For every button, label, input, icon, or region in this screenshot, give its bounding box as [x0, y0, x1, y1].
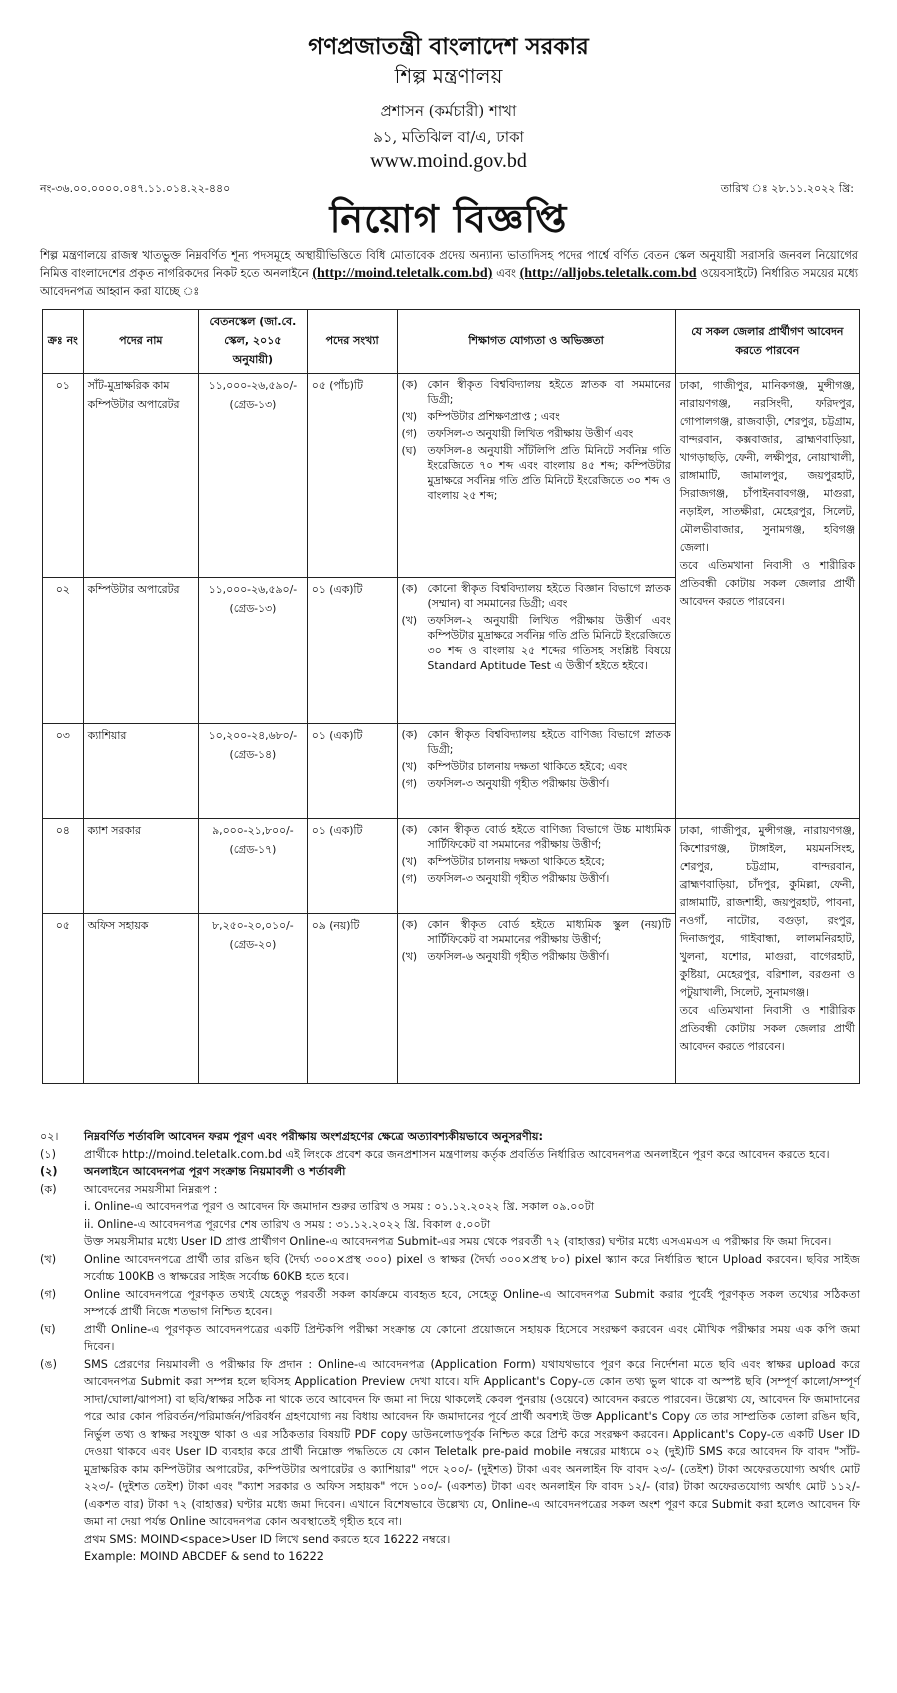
ministry-name: শিল্প মন্ত্রণালয় — [394, 64, 503, 88]
row-qualification — [397, 374, 675, 578]
district-quota-note: তবে এতিমখানা নিবাসী ও শারীরিক প্রতিবন্ধী কোটায় সকল জেলার প্রার্থী আবেদন করতে পারবেন। — [679, 559, 855, 608]
row-qualification — [397, 724, 675, 819]
qual-marker: (খ) — [401, 614, 418, 627]
term-marker: (গ) — [40, 1287, 57, 1301]
term-heading: নিম্নবর্ণিত শর্তাবলি আবেদন ফরম পূরণ এবং পরীক্ষায় অংশগ্রহণের ক্ষেত্রে অত্যাবশ্যকীয়ভাবে অনুসরণীয়: — [84, 1130, 544, 1143]
districts-group-2 — [675, 819, 859, 1084]
row-post-count: ০১ (এক)টি — [307, 724, 397, 819]
row-post-count: ০১ (এক)টি — [307, 819, 397, 914]
address: ৯১, মতিঝিল বা/এ, ঢাকা — [373, 128, 524, 146]
deadline-end: ii. Online-এ আবেদনপত্র পূরণের শেষ তারিখ ও সময় : ৩১.১২.২০২২ খ্রি. বিকাল ৫.০০টা — [84, 1217, 491, 1231]
deadline-start: i. Online-এ আবেদনপত্র পূরণ ও আবেদন ফি জমাদান শুরুর তারিখ ও সময় : ০১.১২.২০২২ খ্রি. সকাল ০৯.০০টা — [84, 1200, 595, 1213]
website-link[interactable]: www.moind.gov.bd — [370, 150, 527, 172]
qual-text: তফসিল-৪ অনুযায়ী সাঁটলিপি প্রতি মিনিটে সর্বনিম্ন গতি ইংরেজিতে ৭০ শব্দ এবং বাংলায় ৪৫ শব্দ; কম্পিউটার মুদ্রাক্ষরে সর্বনিম্ন গতি প্রতি মিনিটে ইংরেজিতে ৩০ শব্দ ও বাংলায় ২৫ শব্দ; — [427, 444, 671, 502]
term-02 — [40, 1128, 860, 1146]
term-gh — [40, 1321, 860, 1356]
table-row — [43, 819, 860, 914]
notice-title: নিয়োগ বিজ্ঞপ্তি — [329, 196, 568, 241]
district-list: ঢাকা, গাজীপুর, মানিকগঞ্জ, মুন্সীগঞ্জ, নারায়ণগঞ্জ, নরসিংদী, ফরিদপুর, গোপালগঞ্জ, রাজবাড়ী, শেরপুর, চট্টগ্রাম, বান্দরবান, কক্সবাজার, ব্রাহ্মণবাড়িয়া, খাগড়াছড়ি, ফেনী, লক্ষীপুর, নোয়াখালী, রাঙ্গামাটি, জামালপুর, জয়পুরহাট, সিরাজগঞ্জ, চাঁপাইনবাবগঞ্জ, মাগুরা, নড়াইল, সাতক্ষীরা, মেহেরপুর, সিলেট, মৌলভীবাজার, সুনামগঞ্জ, হবিগঞ্জ জেলা। — [679, 379, 855, 554]
term-marker: (খ) — [40, 1252, 57, 1266]
qual-marker: (খ) — [401, 855, 418, 868]
row-qualification — [397, 914, 675, 1084]
row-post-name: ক্যাশিয়ার — [83, 724, 198, 819]
term-kh — [40, 1251, 860, 1286]
row-serial: ০১ — [43, 374, 84, 578]
qual-text: কোন স্বীকৃত বোর্ড হইতে বাণিজ্য বিভাগে উচ্চ মাধ্যমিক সার্টিফিকেট বা সমমানের পরীক্ষায় উত্তীর্ণ; — [427, 823, 671, 851]
qual-marker: (ঘ) — [401, 444, 417, 457]
col-qualification: শিক্ষাগত যোগ্যতা ও অভিজ্ঞতা — [397, 310, 675, 374]
qual-text: তফসিল-৩ অনুযায়ী গৃহীত পরীক্ষায় উত্তীর্ণ। — [427, 872, 610, 885]
qual-marker: (খ) — [401, 760, 418, 773]
alljobs-link[interactable]: (http://alljobs.teletalk.com.bd — [519, 266, 697, 281]
row-post-count: ০১ (এক)টি — [307, 578, 397, 724]
term-g — [40, 1286, 860, 1321]
qual-marker: (গ) — [401, 872, 418, 885]
terms-section — [40, 1128, 860, 1566]
sms-example: Example: MOIND ABCDEF & send to 16222 — [84, 1550, 324, 1563]
qual-marker: (ক) — [401, 378, 418, 391]
intro-paragraph — [40, 247, 858, 301]
qual-marker: (খ) — [401, 410, 418, 423]
term-text: Online আবেদনপত্রে প্রার্থী তার রঙিন ছবি (দৈর্ঘ্য ৩০০×প্রস্থ ৩০০) pixel ও স্বাক্ষর (দৈর্ঘ্য ৩০০×প্রস্থ ৮০) pixel স্ক্যান করে নির্ধারিত স্থানে Upload করবেন। ছবির সাইজ সর্বোচ্চ 100KB ও স্বাক্ষরের সাইজ সর্বোচ্চ 60KB হতে হবে। — [84, 1252, 860, 1283]
col-post-count: পদের সংখ্যা — [307, 310, 397, 374]
sms-instruction: প্রথম SMS: MOIND<space>User ID লিখে send করতে হবে 16222 নম্বরে। — [84, 1532, 451, 1546]
term-marker: (২) — [40, 1165, 58, 1178]
vacancy-table — [42, 309, 860, 1084]
row-post-name: ক্যাশ সরকার — [83, 819, 198, 914]
row-pay-scale: ৯,০০০-২১,৮০০/- (গ্রেড-১৭) — [199, 819, 308, 914]
intro-text-end: ওয়েবসাইটে) নির্ধারিত সময়ের মধ্যে আবেদনপত্র আহ্বান করা যাচ্ছে ঃ — [40, 267, 859, 298]
qual-text: কোন স্বীকৃত বিশ্ববিদ্যালয় হইতে স্নাতক বা সমমানের ডিগ্রী; — [427, 378, 671, 406]
qual-text: কোন স্বীকৃত বিশ্ববিদ্যালয় হইতে বাণিজ্য বিভাগে স্নাতক ডিগ্রী; — [427, 728, 671, 756]
qual-text: তফসিল-৩ অনুযায়ী লিখিত পরীক্ষায় উত্তীর্ণ এবং — [427, 427, 634, 440]
row-pay-scale: ১১,০০০-২৬,৫৯০/- (গ্রেড-১৩) — [199, 374, 308, 578]
qual-marker: (খ) — [401, 950, 418, 963]
term-marker: (ঙ) — [40, 1357, 57, 1371]
notice-date: তারিখ ঃ ২৮.১১.২০২২ খ্রি: — [720, 182, 854, 195]
branch-name: প্রশাসন (কর্মচারী) শাখা — [380, 102, 517, 120]
row-pay-scale: ১১,০০০-২৬,৫৯০/- (গ্রেড-১৩) — [199, 578, 308, 724]
row-post-name: অফিস সহায়ক — [83, 914, 198, 1084]
district-list: ঢাকা, গাজীপুর, মুন্সীগঞ্জ, নারায়ণগঞ্জ, কিশোরগঞ্জ, টাঙ্গাইল, ময়মনসিংহ, শেরপুর, চট্টগ্রাম, বান্দরবান, ব্রাহ্মণবাড়িয়া, চাঁদপুর, কুমিল্লা, ফেনী, রাঙ্গামাটি, রাজশাহী, জয়পুরহাট, পাবনা, নওগাঁ, নাটোর, বগুড়া, রংপুর, দিনাজপুর, গাইবান্ধা, লালমনিরহাট, খুলনা, যশোর, মাগুরা, বাগেরহাট, কুষ্টিয়া, মেহেরপুর, বরিশাল, বরগুনা ও পটুয়াখালী, সিলেট, সুনামগঞ্জ। — [679, 824, 855, 999]
term-heading: অনলাইনে আবেদনপত্র পূরণ সংক্রান্ত নিয়মাবলী ও শর্তাবলী — [84, 1165, 346, 1178]
district-quota-note: তবে এতিমখানা নিবাসী ও শারীরিক প্রতিবন্ধী কোটায় সকল জেলার প্রার্থী আবেদন করতে পারবেন। — [679, 1004, 855, 1053]
row-pay-scale: ৮,২৫০-২০,০১০/- (গ্রেড-২০) — [199, 914, 308, 1084]
term-marker: (ক) — [40, 1182, 57, 1196]
row-serial: ০৫ — [43, 914, 84, 1084]
table-row — [43, 374, 860, 578]
intro-and: এবং — [496, 267, 516, 280]
term-text: Online আবেদনপত্রে পূরণকৃত তথ্যই যেহেতু পরবর্তী সকল কার্যক্রমে ব্যবহৃত হবে, সেহেতু Online-এ আবেদনপত্র Submit করার পূর্বেই পূরণকৃত সকল তথ্যের সঠিকতা সম্পর্কে প্রার্থী নিজে শতভাগ নিশ্চিত হবেন। — [84, 1287, 860, 1318]
row-pay-scale: ১০,২০০-২৪,৬৮০/- (গ্রেড-১৪) — [199, 724, 308, 819]
term-1 — [40, 1146, 860, 1164]
row-serial: ০২ — [43, 578, 84, 724]
row-serial: ০৪ — [43, 819, 84, 914]
districts-group-1 — [675, 374, 859, 819]
row-post-count: ০৯ (নয়)টি — [307, 914, 397, 1084]
deadline-note: উক্ত সময়সীমার মধ্যে User ID প্রাপ্ত প্রার্থীগণ Online-এ আবেদনপত্র Submit-এর সময় থেকে পরবর্তী ৭২ (বাহাত্তর) ঘণ্টার মধ্যে এসএমএস এ পরীক্ষার ফি জমা দিবেন। — [84, 1235, 832, 1248]
term-text: SMS প্রেরণের নিয়মাবলী ও পরীক্ষার ফি প্রদান : Online-এ আবেদনপত্র (Application Form) যথাযথভাবে পূরণ করে নির্দেশনা মতে ছবি এবং স্বাক্ষর upload করে আবেদনপত্র Submit করা সম্পন্ন হলে ছবিসহ Application Preview দেখা যাবে। যদি Applicant's Copy-তে কোন তথ্য ভুল থাকে বা অস্পষ্ট ছবি (সম্পূর্ণ কালো/সম্পূর্ণ সাদা/ঘোলা/ঝাপসা) বা ছবি/স্বাক্ষর সঠিক না থাকে তবে আবেদন ফি জমা না দিয়ে থাকলেই কেবল পুনরায় (ওয়েবে) আবেদন করতে পারবেন। উল্লেখ্য যে, আবেদন ফি জমাদানের পরে আর কোন পরিবর্তন/পরিমার্জন/পরিবর্ধন গ্রহণযোগ্য নয় বিধায় আবেদন ফি জমাদানের পূর্বে প্রার্থী অবশ্যই উক্ত Applicant's Copy তে তার সাম্প্রতিক তোলা রঙিন ছবি, নির্ভুল তথ্য ও স্বাক্ষর সংযুক্ত থাকা ও এর সঠিকতার বিষয়টি PDF copy ডাউনলোডপূর্বক নিশ্চিত করে প্রিন্ট করে সংরক্ষণ করবেন। Applicant's Copy-তে একটি User ID দেওয়া থাকবে এবং User ID ব্যবহার করে প্রার্থী নিম্নোক্ত পদ্ধতিতে যে কোন Teletalk pre-paid mobile নম্বরের মাধ্যমে ০২ (দুই)টি SMS করে আবেদন ফি বাবদ "সাঁট-মুদ্রাক্ষরিক কাম কম্পিউটার অপারেটর, কম্পিউটার অপারেটর ও ক্যাশিয়ার" পদে ২০০/- (দুইশত) টাকা এবং অনলাইন ফি বাবদ ২৩/- (তেইশ) টাকা অফেরতযোগ্য অর্থাৎ মোট ২২৩/- (দুইশত তেইশ) টাকা এবং "ক্যাশ সরকার ও অফিস সহায়ক" পদে ১০০/- (একশত) টাকা এবং অনলাইন ফি বাবদ ১২/- (বার) টাকা অফেরতযোগ্য অর্থাৎ মোট ১১২/- (একশত বার) টাকা ৭২ (বাহাত্তর) ঘণ্টার মধ্যে জমা দিবেন। এখানে বিশেষভাবে উল্লেখ্য যে, Online-এ আবেদনপত্রের সকল অংশ পূরণ করে Submit করা হলেও আবেদন ফি জমা না দেয়া পর্যন্ত Online আবেদনপত্র কোন অবস্থাতেই গৃহীত হবে না। — [84, 1357, 860, 1528]
qual-marker: (গ) — [401, 777, 418, 790]
term-text: প্রার্থী Online-এ পূরণকৃত আবেদনপত্রের একটি প্রিন্টকপি পরীক্ষা সংক্রান্ত যে কোনো প্রয়োজনে সহায়ক হিসেবে সংরক্ষণ করবেন এবং মৌখিক পরীক্ষার সময় এক কপি জমা দিবেন। — [84, 1322, 860, 1353]
term-ng — [40, 1356, 860, 1531]
teletalk-link[interactable]: (http://moind.teletalk.com.bd) — [312, 266, 493, 281]
row-qualification — [397, 819, 675, 914]
government-name: গণপ্রজাতন্ত্রী বাংলাদেশ সরকার — [308, 33, 589, 60]
term-marker: (১) — [40, 1147, 56, 1161]
col-serial: ক্রঃ নং — [43, 310, 84, 374]
term-marker: (ঘ) — [40, 1322, 56, 1336]
row-post-name: সাঁট-মুদ্রাক্ষরিক কাম কম্পিউটার অপারেটর — [83, 374, 198, 578]
reference-number: নং-৩৬.০০.০০০০.০৪৭.১১.০১৪.২২-৪৪০ — [40, 182, 231, 195]
term-text: প্রার্থীকে http://moind.teletalk.com.bd এই লিংকে প্রবেশ করে জনপ্রশাসন মন্ত্রণালয় কর্তৃক প্রবর্তিত নির্ধারিত আবেদনপত্র অনলাইনে পূরণ করে আবেদন করতে হবে। — [84, 1147, 830, 1161]
qual-marker: (গ) — [401, 427, 418, 440]
col-post-name: পদের নাম — [83, 310, 198, 374]
qual-marker: (ক) — [401, 582, 418, 595]
term-text: আবেদনের সময়সীমা নিম্নরূপ : — [84, 1182, 218, 1196]
row-serial: ০৩ — [43, 724, 84, 819]
qual-text: তফসিল-২ অনুযায়ী লিখিত পরীক্ষায় উত্তীর্ণ এবং কম্পিউটার মুদ্রাক্ষরে সর্বনিম্ন গতি প্রতি মিনিটে ইংরেজিতে ৩০ শব্দ ও বাংলায় ২৫ শব্দের গতিসহ সংশ্লিষ্ট বিষয়ে Standard Aptitude Test এ উত্তীর্ণ হইতে হইবে। — [427, 614, 671, 672]
term-2 — [40, 1163, 860, 1181]
intro-text: শিল্প মন্ত্রণালয়ে রাজস্ব খাতভুক্ত নিম্নবর্ণিত শূন্য পদসমূহে অস্থায়ীভিত্তিতে বিধি মোতাবেক প্রদেয় অন্যান্য ভাতাদিসহ পদের পার্শ্বে বর্ণিত বেতন স্কেল অনুযায়ী সরাসরি জনবল নিয়োগের নিমিত্ত বাংলাদেশের প্রকৃত নাগরিকদের নিকট হতে অনলাইনে — [40, 249, 858, 280]
qual-text: কোনো স্বীকৃত বিশ্ববিদ্যালয় হইতে বিজ্ঞান বিভাগে স্নাতক (সম্মান) বা সমমানের ডিগ্রী; এবং — [427, 582, 671, 610]
qual-text: তফসিল-৬ অনুযায়ী গৃহীত পরীক্ষায় উত্তীর্ণ। — [427, 950, 610, 963]
row-post-count: ০৫ (পাঁচ)টি — [307, 374, 397, 578]
qual-marker: (ক) — [401, 918, 418, 931]
qual-marker: (ক) — [401, 823, 418, 836]
table-header-row — [43, 310, 860, 374]
col-districts: যে সকল জেলার প্রার্থীগণ আবেদন করতে পারবেন — [675, 310, 859, 374]
term-marker: ০২। — [40, 1130, 59, 1143]
qual-text: কম্পিউটার চালনায় দক্ষতা থাকিতে হইবে; — [427, 855, 605, 868]
qual-marker: (ক) — [401, 728, 418, 741]
row-post-name: কম্পিউটার অপারেটর — [83, 578, 198, 724]
qual-text: কম্পিউটার প্রশিক্ষণপ্রাপ্ত ; এবং — [427, 410, 560, 423]
qual-text: কম্পিউটার চালনায় দক্ষতা থাকিতে হইবে; এবং — [427, 760, 628, 773]
row-qualification — [397, 578, 675, 724]
col-pay-scale: বেতনস্কেল (জা.বে. স্কেল, ২০১৫ অনুযায়ী) — [199, 310, 308, 374]
term-k — [40, 1181, 860, 1199]
qual-text: তফসিল-৩ অনুযায়ী গৃহীত পরীক্ষায় উত্তীর্ণ। — [427, 777, 610, 790]
qual-text: কোন স্বীকৃত বোর্ড হইতে মাধ্যমিক স্কুল (নয়)টি সার্টিফিকেট বা সমমানের পরীক্ষায় উত্তীর্ণ; — [427, 918, 671, 946]
